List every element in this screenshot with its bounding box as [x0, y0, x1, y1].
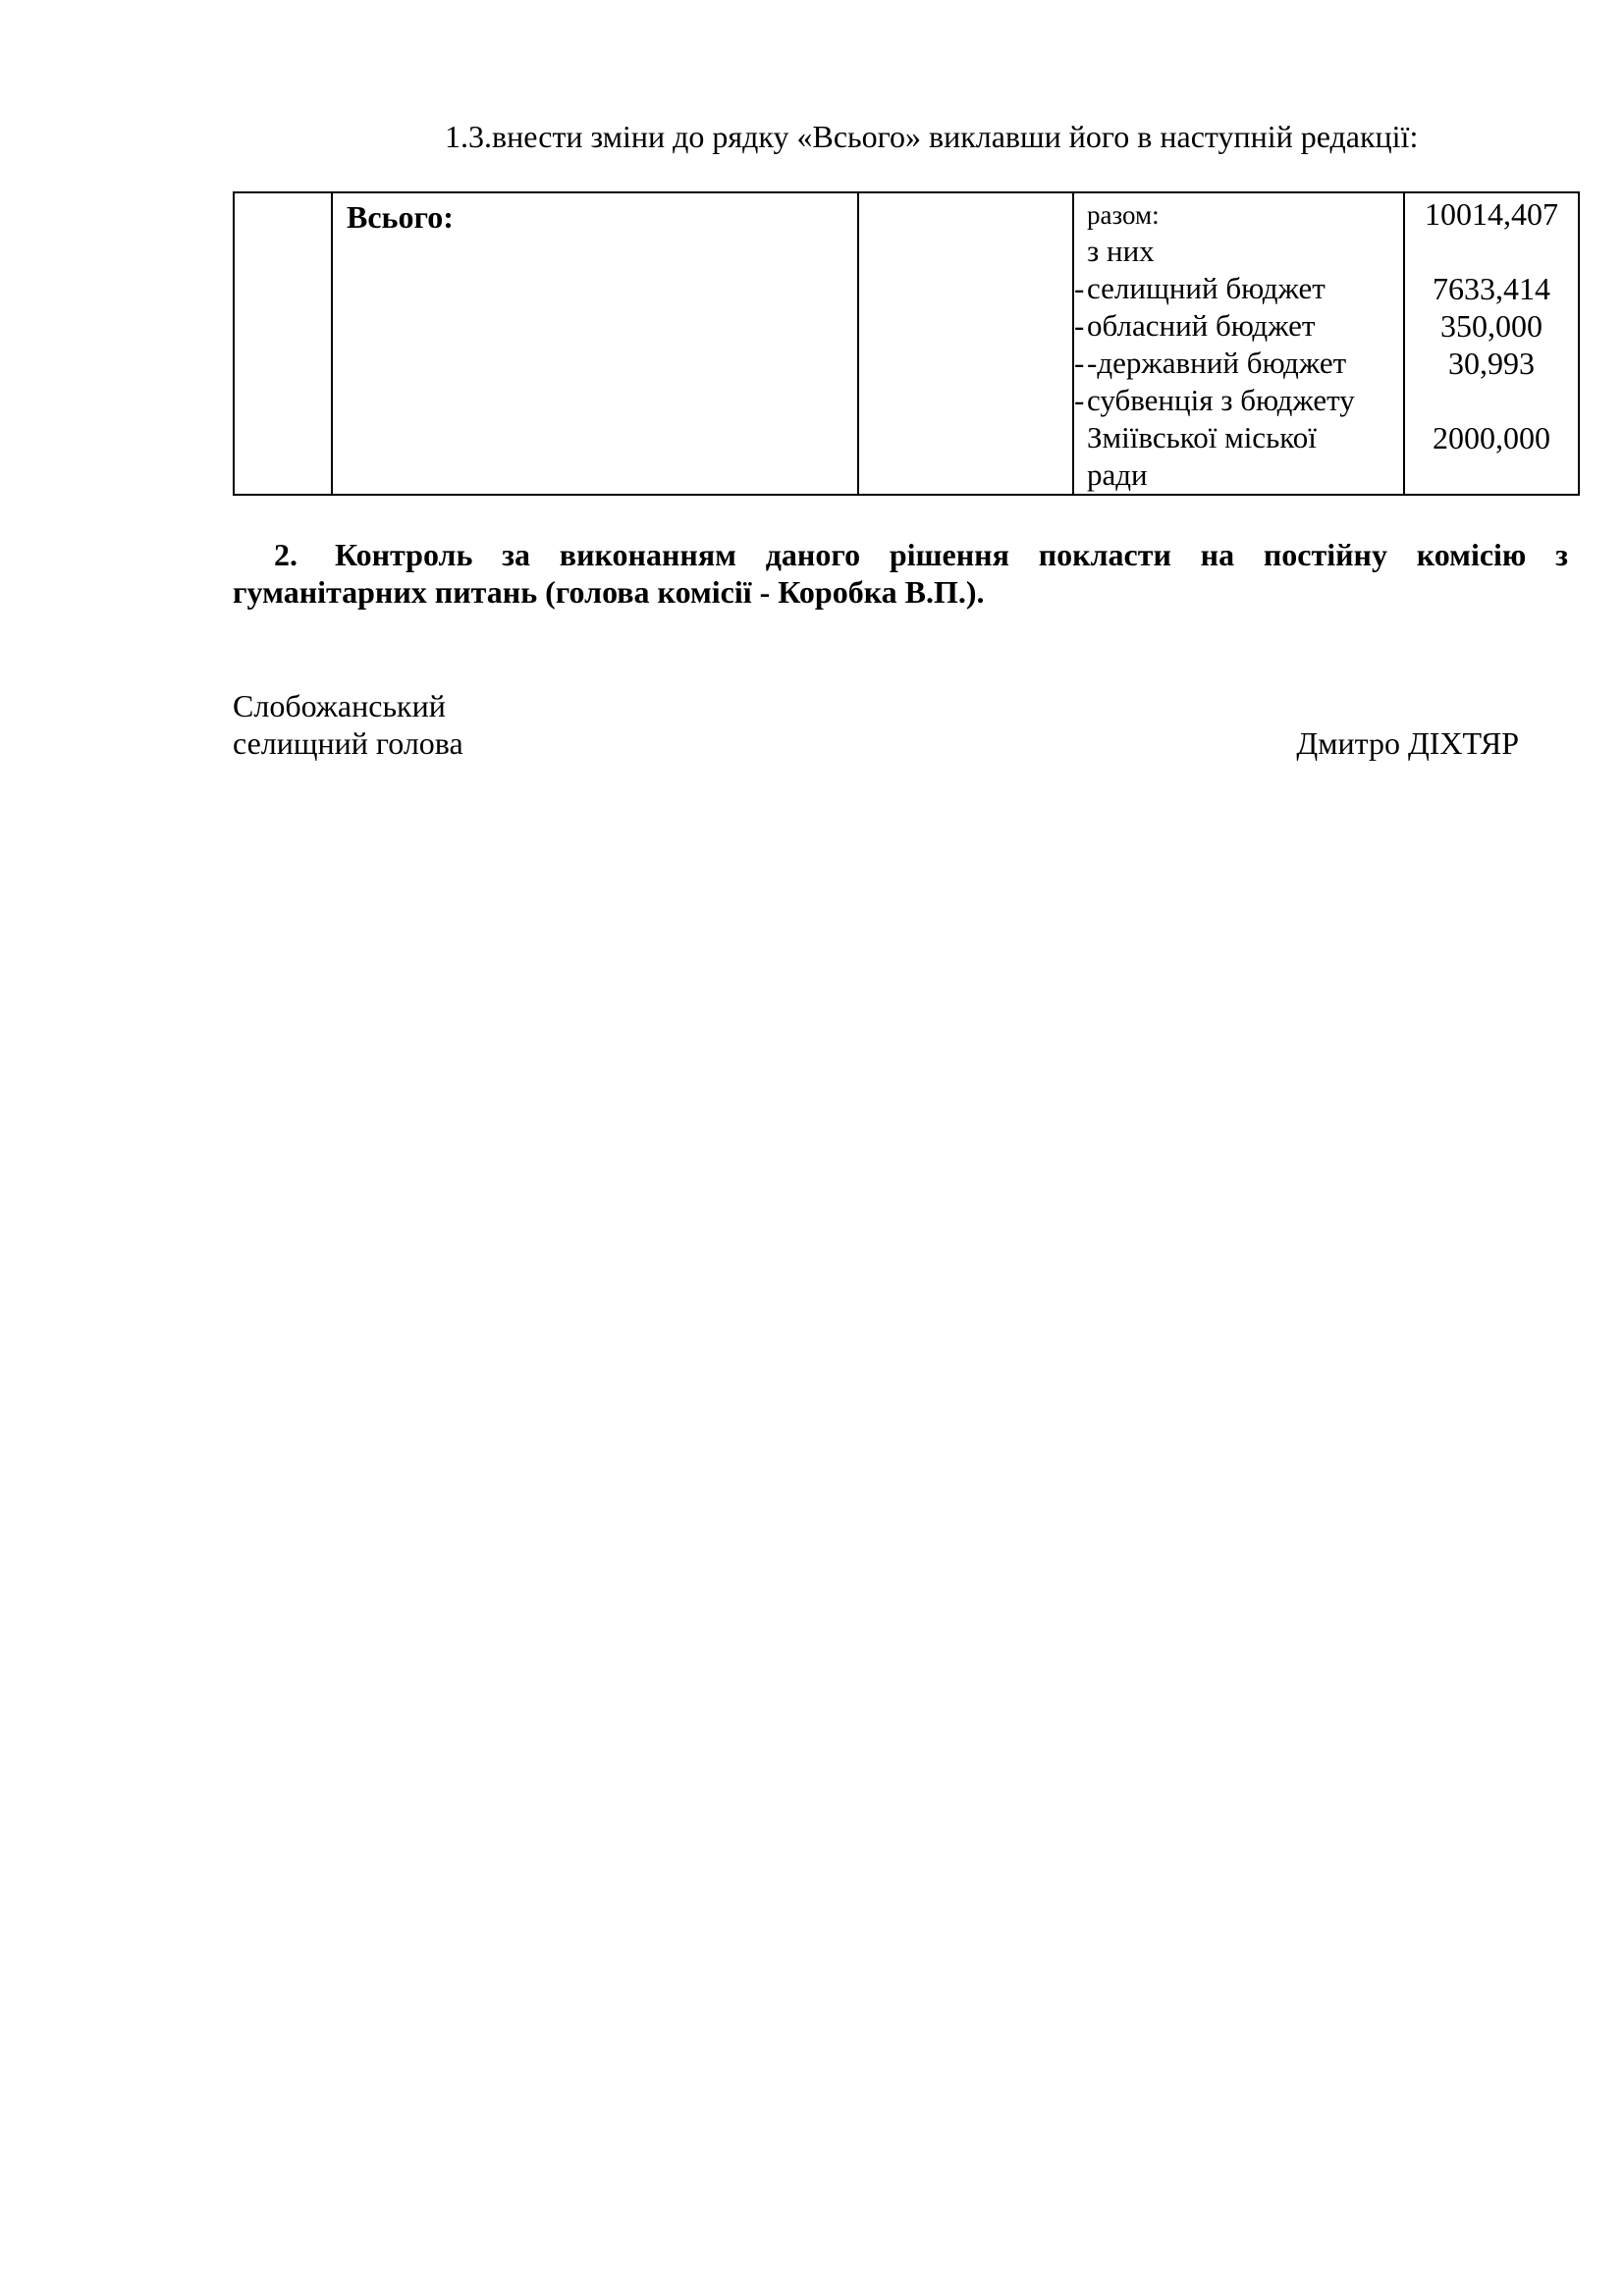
dash-marker: - — [1074, 383, 1085, 417]
funding-value: 2000,000 — [1433, 420, 1550, 455]
funding-source-line — [1074, 270, 1403, 307]
funding-value: 10014,407 — [1425, 196, 1558, 232]
funding-values-list — [1405, 193, 1578, 456]
funding-source-line — [1074, 197, 1403, 233]
funding-source-text: з них — [1087, 234, 1155, 268]
control-text: Контроль за виконанням даного рішення покласти на постійну комісію з гуманітарних питань (голова комісії - Коробка В.П.). — [233, 537, 1568, 610]
funding-source-line — [1074, 456, 1403, 494]
funding-value: 7633,414 — [1433, 271, 1550, 306]
funding-source-line — [1074, 307, 1403, 345]
funding-source-text: ради — [1087, 457, 1148, 492]
funding-source-line — [1074, 382, 1403, 419]
signature-block — [233, 687, 1568, 762]
funding-source-text: субвенція з бюджету — [1087, 383, 1355, 417]
empty-cell — [858, 192, 1073, 495]
dash-marker: - — [1074, 271, 1085, 305]
funding-source-line — [1074, 419, 1403, 456]
signatory-title-line-1: Слобожанський — [233, 688, 446, 723]
control-paragraph — [233, 536, 1568, 611]
funding-value: 30,993 — [1448, 346, 1535, 381]
total-label: Всього: — [347, 199, 454, 235]
amendment-intro: 1.3.внести зміни до рядку «Всього» виклавши його в наступній редакції: — [445, 119, 1419, 154]
funding-source-text: Зміївської міської — [1087, 420, 1317, 454]
funding-source-text: обласний бюджет — [1087, 308, 1316, 343]
signatory-title-line-2: селищний голова — [233, 725, 463, 761]
budget-table — [233, 191, 1580, 496]
values-cell — [1404, 192, 1579, 495]
funding-source-text: селищний бюджет — [1087, 271, 1326, 305]
funding-source-line — [1074, 233, 1403, 270]
funding-value — [1405, 233, 1578, 270]
funding-source-line — [1074, 345, 1403, 382]
funding-value: 350,000 — [1440, 308, 1543, 344]
signatory-name: Дмитро ДІХТЯР — [1296, 725, 1519, 761]
dash-marker: - — [1074, 346, 1085, 380]
funding-source-text: разом: — [1087, 200, 1160, 230]
dash-marker: - — [1074, 308, 1085, 343]
funding-source-text: -державний бюджет — [1087, 346, 1347, 380]
title-cell — [332, 192, 858, 495]
funding-value — [1405, 382, 1578, 419]
number-cell — [234, 192, 332, 495]
table-row — [234, 192, 1579, 495]
sources-cell — [1073, 192, 1404, 495]
funding-sources-list — [1074, 193, 1403, 494]
paragraph-number: 2. — [274, 537, 298, 572]
